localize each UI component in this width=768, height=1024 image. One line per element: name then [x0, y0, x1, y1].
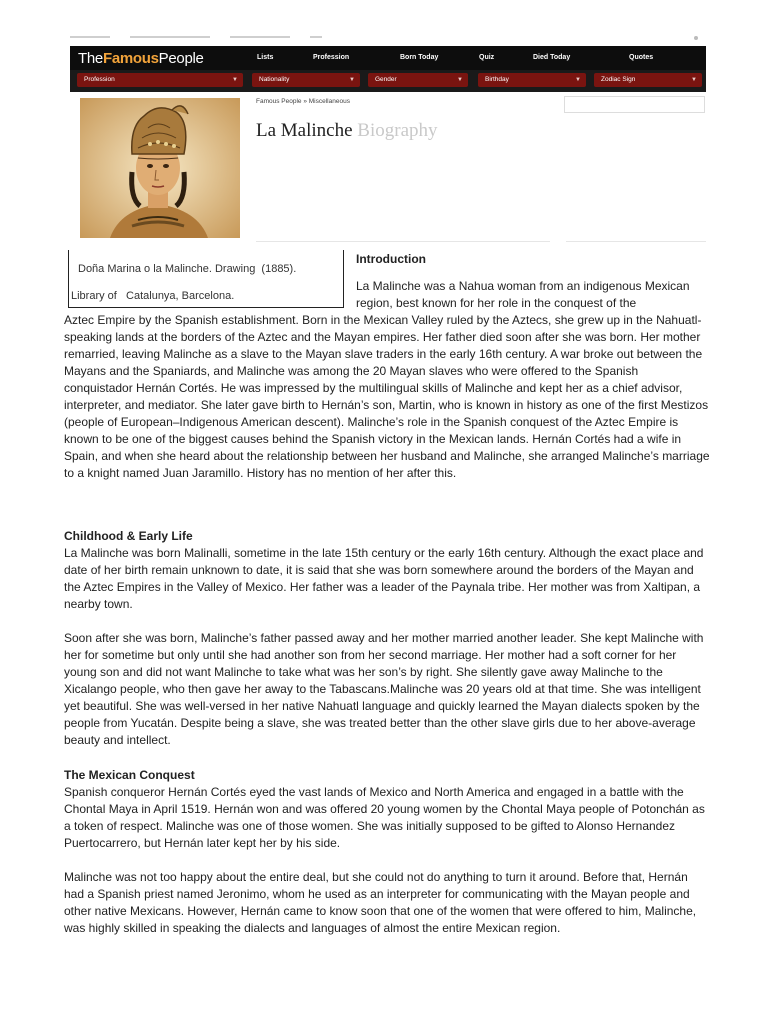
- page-title: [256, 120, 438, 142]
- nationality-select[interactable]: [252, 73, 360, 87]
- nav-quiz[interactable]: Quiz: [479, 54, 495, 61]
- filter-bar: [70, 70, 706, 92]
- intro-text-body: Aztec Empire by the Spanish establishment. Born in the Mexican Valley ruled by the Aztecs, she grew up in the Nahuatl- speaking lands at the borders of the Aztec and the Mayan empires. Her father died soon after she was born. Her mother remarried, leaving Malinche as a slave to the Mayan slave traders in the early 16th century. A war broke out between the Mayans and the Spaniards, and Malinche was among the 20 Mayan slaves who were offered to the Spanish conquistador Hernán Cortés. He was impressed by the multilingual skills of Malinche and kept her as a chief advisor, interpreter, and mediator. She later gave birth to Hernán’s son, Martin, who is known in history as one of the first Mestizos (people of European–Indigenous American descent). Malinche’s role in the Spanish conquest of the Aztec Empire is known to be one of the biggest causes behind the Spanish victory in the Mexican lands. Hernán Cortés had a wife in Spain, and when she heard about the relationship between her husband and Malinche, she arranged Malinche’s marriage to a knight named Juan Jaramillo. History has no mention of her after this.: [64, 313, 710, 480]
- gender-select[interactable]: [368, 73, 468, 87]
- divider-right: [566, 241, 706, 242]
- chevron-down-icon: ▼: [232, 77, 238, 83]
- zodiac-sign-select[interactable]: [594, 73, 702, 87]
- zodiac-sign-select-label: Zodiac Sign: [601, 76, 636, 83]
- chevron-down-icon: ▼: [691, 77, 697, 83]
- site-navbar: [70, 46, 706, 70]
- search-input[interactable]: [564, 96, 705, 113]
- divider-left: [256, 241, 550, 242]
- title-suffix: Biography: [357, 120, 438, 141]
- nav-died-today[interactable]: Died Today: [533, 54, 571, 61]
- intro-heading: Introduction: [356, 252, 426, 266]
- chevron-down-icon: ▼: [575, 77, 581, 83]
- childhood-paragraph-2: Soon after she was born, Malinche’s father passed away and her mother married another leader. She kept Malinche with her for sometime but only until she had another son from her second marriage. Her mother had a soft corner for her young son and did not want Malinche to take what was her son’s by right. She silently gave away Malinche to the Xicalango people, who then gave her away to the Tabascans.Malinche was 20 years old at that time. She was intelligent yet beautiful. She was well-versed in her native Nahuatl language and quickly learned the Mayan dialects spoken by the people from Yucatán. Despite being a slave, she was treated better than the other slave girls due to her above-average beauty and intellect.: [64, 631, 704, 747]
- chevron-down-icon: ▼: [457, 77, 463, 83]
- image-caption-line1: Doña Marina o la Malinche. Drawing (1885).: [78, 263, 297, 275]
- profession-select-label: Profession: [84, 76, 115, 83]
- nav-born-today[interactable]: Born Today: [400, 54, 439, 61]
- gender-select-label: Gender: [375, 76, 397, 83]
- browser-top-strip: [70, 34, 706, 42]
- birthday-select[interactable]: [478, 73, 586, 87]
- portrait-drawing: [80, 98, 240, 238]
- profession-select[interactable]: [77, 73, 243, 87]
- conquest-heading: The Mexican Conquest: [64, 768, 195, 782]
- top-right-dot: [694, 36, 698, 40]
- chevron-down-icon: ▼: [349, 77, 355, 83]
- title-name: La Malinche: [256, 120, 353, 141]
- childhood-paragraph-1: La Malinche was born Malinalli, sometime in the late 15th century or the early 16th century. Although the exact place and date of her birth remain unknown to date, it is said that she was born somewhere around the borders of the Mayan and the Aztec Empires in the Valley of Mexico. Her father was a leader of the Paynala tribe. Her mother was from Xaltipan, a nearby town.: [64, 546, 704, 611]
- portrait-image: [80, 98, 240, 238]
- nationality-select-label: Nationality: [259, 76, 290, 83]
- childhood-heading: Childhood & Early Life: [64, 529, 193, 543]
- intro-text-top: La Malinche was a Nahua woman from an indigenous Mexican region, best known for her role in the conquest of the: [356, 279, 690, 310]
- conquest-paragraph-1: Spanish conqueror Hernán Cortés eyed the vast lands of Mexico and North America and engaged in a battle with the Chontal Maya in April 1519. Hernán won and was offered 20 young women by the Chontal Maya people of Potonchán as a token of respect. Malinche was one of those women. She was initially supposed to be gifted to Alonso Hernandez Puertocarrero, but Hernán later kept her by his side.: [64, 785, 705, 850]
- conquest-paragraph-2: Malinche was not too happy about the entire deal, but she could not do anything to turn it around. Before that, Hernán had a Spanish priest named Jeronimo, whom he used as an interpreter for communicating with the Mayan people and other native Mexicans. However, Hernán came to know soon that one of the women that were offered to him, Malinche, was highly skilled in speaking the dialects and languages of almost the entire Mexican region.: [64, 870, 697, 935]
- nav-profession[interactable]: Profession: [313, 54, 350, 61]
- nav-lists[interactable]: Lists: [257, 54, 274, 61]
- birthday-select-label: Birthday: [485, 76, 509, 83]
- site-logo[interactable]: TheFamousPeople: [78, 50, 204, 67]
- image-caption-line2: Library of Catalunya, Barcelona.: [71, 290, 235, 302]
- breadcrumb[interactable]: Famous People » Miscellaneous: [256, 98, 350, 105]
- nav-quotes[interactable]: Quotes: [629, 54, 654, 61]
